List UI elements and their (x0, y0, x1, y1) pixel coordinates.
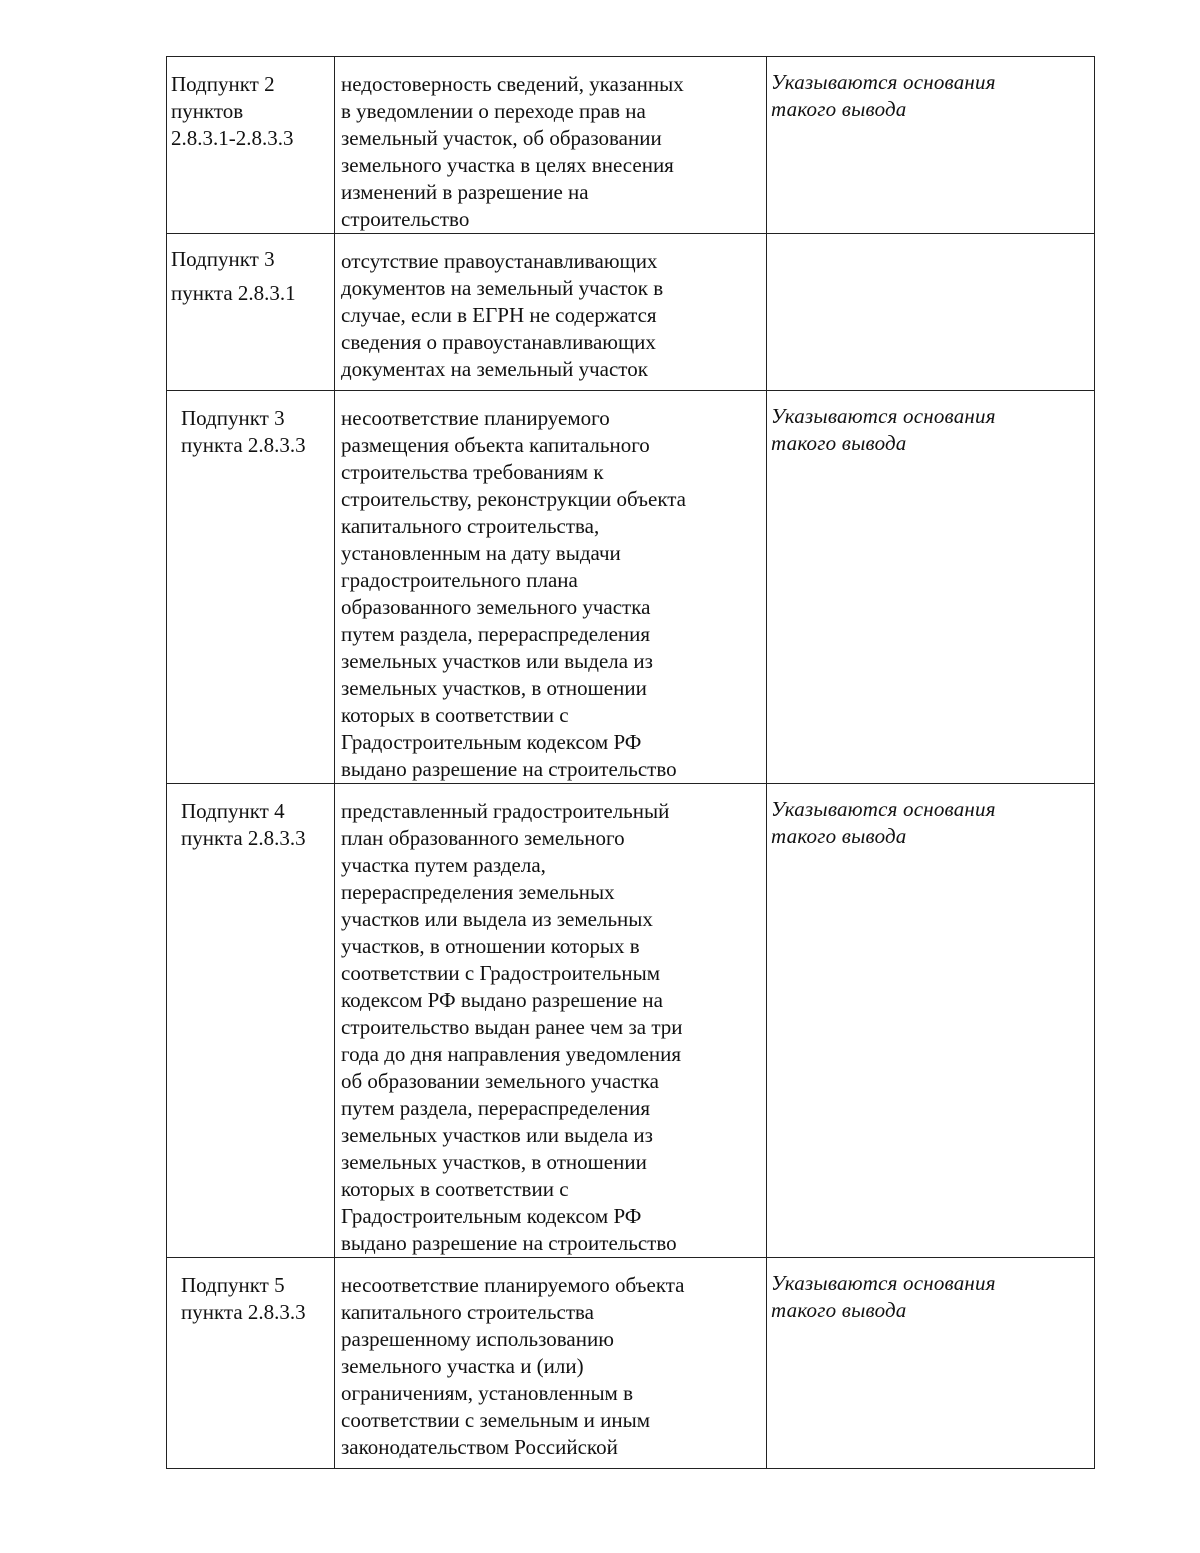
clause-reference-cell (167, 391, 335, 784)
ground-text: представленный градостроительный план образованного земельного участка путем раздела, перераспределения земельных участков или выдела из земельных участков, в отношении которых в соответствии с Градостроительным кодексом РФ выдано разрешение на строительство выдан ранее чем за три года до дня направления уведомления об образовании земельного участка путем раздела, перераспределения земельных участков или выдела из земельных участков, в отношении которых в соответствии с Градостроительным кодексом РФ выдано разрешение на строительство (341, 799, 683, 1255)
clause-reference-cell (167, 234, 335, 391)
clause-reference: Подпункт 4 пункта 2.8.3.3 (181, 799, 306, 850)
ground-text-cell (335, 234, 767, 391)
explanation-cell (767, 57, 1095, 234)
table-row (167, 57, 1095, 234)
ground-text: недостоверность сведений, указанных в уведомлении о переходе прав на земельный участок, об образовании земельного участка в целях внесения изменений в разрешение на строительство (341, 72, 684, 231)
explanation-cell (767, 391, 1095, 784)
ground-text-cell (335, 1258, 767, 1469)
explanation-text: Указываются основания такого вывода (771, 70, 996, 121)
clause-reference: Подпункт 3 пункта 2.8.3.3 (181, 406, 306, 457)
ground-text: несоответствие планируемого размещения объекта капитального строительства требованиям к строительству, реконструкции объекта капитального строительства, установленным на дату выдачи градостроительного плана образованного земельного участка путем раздела, перераспределения земельных участков или выдела из земельных участков, в отношении которых в соответствии с Градостроительным кодексом РФ выдано разрешение на строительство (341, 406, 687, 781)
ground-text-cell (335, 57, 767, 234)
explanation-cell (767, 1258, 1095, 1469)
ground-text-cell (335, 391, 767, 784)
ground-text-cell (335, 784, 767, 1258)
clause-reference-cell (167, 1258, 335, 1469)
ground-text: отсутствие правоустанавливающих документов на земельный участок в случае, если в ЕГРН не содержатся сведения о правоустанавливающих документах на земельный участок (341, 249, 664, 381)
clause-reference-cell (167, 784, 335, 1258)
explanation-text: Указываются основания такого вывода (771, 1271, 996, 1322)
explanation-text: Указываются основания такого вывода (771, 797, 996, 848)
explanation-cell (767, 234, 1095, 391)
table-row (167, 1258, 1095, 1469)
ground-text: несоответствие планируемого объекта капитального строительства разрешенному использованию земельного участка и (или) ограничениям, установленным в соответствии с земельным и иным законодательством Российской (341, 1273, 685, 1459)
table-row (167, 234, 1095, 391)
clause-reference: Подпункт 3 пункта 2.8.3.1 (171, 247, 296, 305)
explanation-text: Указываются основания такого вывода (771, 404, 996, 455)
table-row (167, 391, 1095, 784)
clause-reference: Подпункт 2 пунктов 2.8.3.1-2.8.3.3 (171, 72, 294, 150)
grounds-table (166, 56, 1095, 1469)
explanation-cell (767, 784, 1095, 1258)
table-row (167, 784, 1095, 1258)
clause-reference: Подпункт 5 пункта 2.8.3.3 (181, 1273, 306, 1324)
clause-reference-cell (167, 57, 335, 234)
